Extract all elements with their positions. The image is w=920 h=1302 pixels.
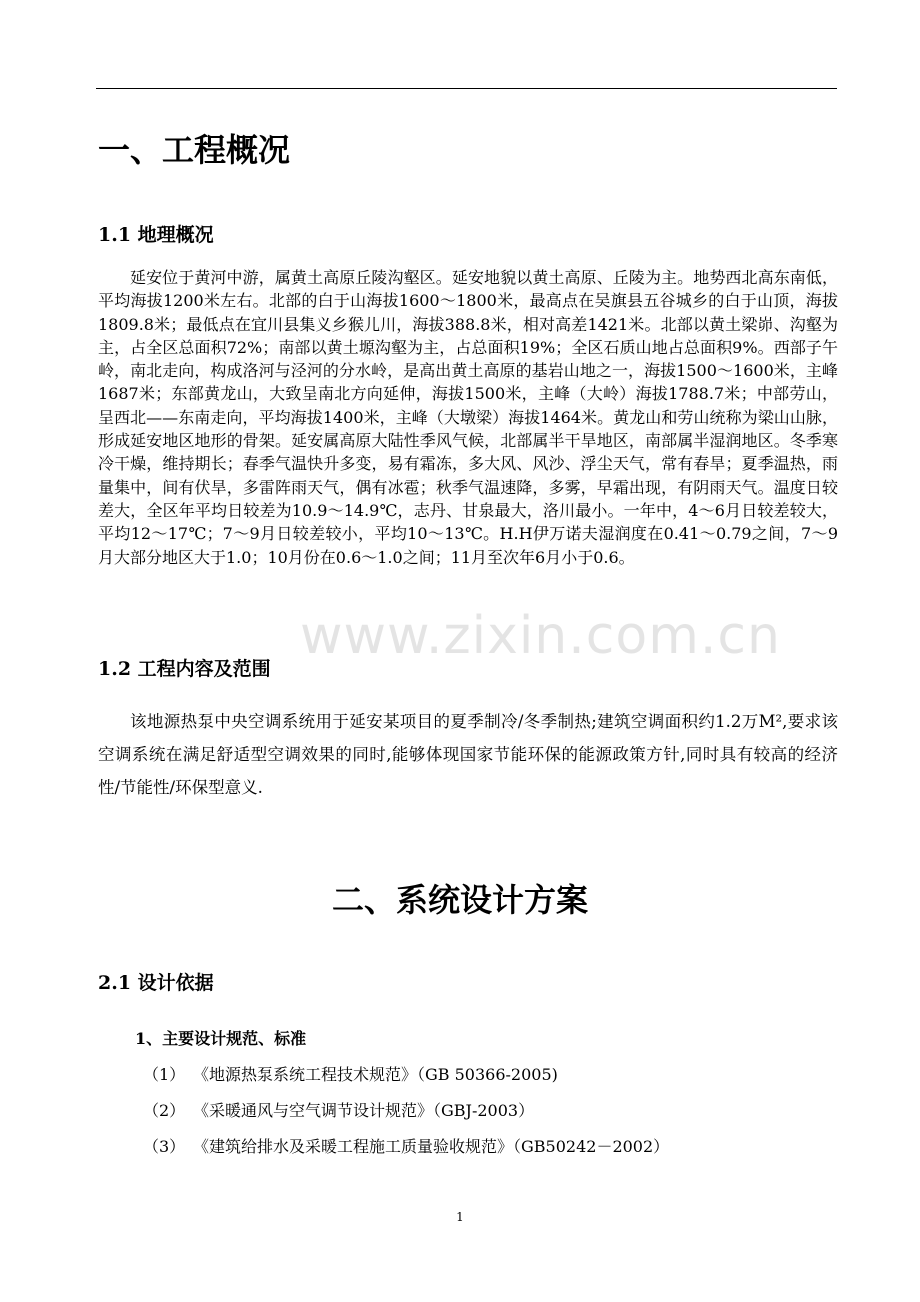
section-1-title: 一、工程概况: [98, 131, 291, 169]
scope-paragraph: 该地源热泵中央空调系统用于延安某项目的夏季制冷/冬季制热;建筑空调面积约1.2万M²,要求该空调系统在满足舒适型空调效果的同时,能够体现国家节能环保的能源政策方针,同时具有较高的经济性/节能性/环保型意义.: [98, 712, 838, 797]
section-1-2-heading: 1.2 工程内容及范围: [98, 658, 271, 680]
reference-item: [143, 1098, 534, 1124]
section-2-title: 二、系统设计方案: [331, 881, 588, 919]
reference-number: （3）: [143, 1137, 186, 1156]
standards-list-title: 1、主要设计规范、标准: [135, 1029, 307, 1048]
reference-text: 《建筑给排水及采暖工程施工质量验收规范》（GB50242－2002）: [193, 1137, 670, 1156]
section-2-1-heading: 2.1 设计依据: [98, 972, 214, 994]
reference-text: 《采暖通风与空气调节设计规范》（GBJ-2003）: [193, 1101, 535, 1120]
header-rule: [96, 88, 837, 89]
watermark: www.zixin.com.cn: [300, 606, 781, 666]
geography-paragraph: 延安位于黄河中游，属黄土高原丘陵沟壑区。延安地貌以黄土高原、丘陵为主。地势西北高东南低，平均海拔1200米左右。北部的白于山海拔1600～1800米，最高点在吴旗县五谷城乡的白于山顶，海拔1809.8米；最低点在宜川县集义乡猴儿川，海拔388.8米，相对高差1421米。北部以黄土梁峁、沟壑为主，占全区总面积72%；南部以黄土塬沟壑为主，占总面积19%；全区石质山地占总面积9%。西部子午岭，南北走向，构成洛河与泾河的分水岭，是高出黄土高原的基岩山地之一，海拔1500～1600米，主峰1687米；东部黄龙山，大致呈南北方向延伸，海拔1500米，主峰（大岭）海拔1788.7米；中部劳山，呈西北——东南走向，平均海拔1400米，主峰（大墩梁）海拔1464米。黄龙山和劳山统称为梁山山脉，形成延安地区地形的骨架。延安属高原大陆性季风气候，北部属半干旱地区，南部属半湿润地区。冬季寒冷干燥，维持期长；春季气温快升多变，易有霜冻，多大风、风沙、浮尘天气，常有春旱；夏季温热，雨量集中，间有伏旱，多雷阵雨天气，偶有冰雹；秋季气温速降，多雾，早霜出现，有阴雨天气。温度日较差大，全区年平均日较差为10.9～14.9℃，志丹、甘泉最大，洛川最小。一年中，4～6月日较差较大，平均12～17℃；7～9月日较差较小，平均10～13℃。H.H伊万诺夫湿润度在0.41～0.79之间，7～9月大部分地区大于1.0；10月份在0.6～1.0之间；11月至次年6月小于0.6。: [98, 268, 838, 567]
reference-text: 《地源热泵系统工程技术规范》（GB 50366-2005): [193, 1065, 558, 1084]
reference-item: [143, 1062, 558, 1088]
page-number: 1: [456, 1210, 464, 1224]
reference-item: [143, 1134, 669, 1160]
reference-number: （1）: [143, 1065, 186, 1084]
reference-number: （2）: [143, 1101, 186, 1120]
section-1-1-heading: 1.1 地理概况: [98, 224, 214, 246]
